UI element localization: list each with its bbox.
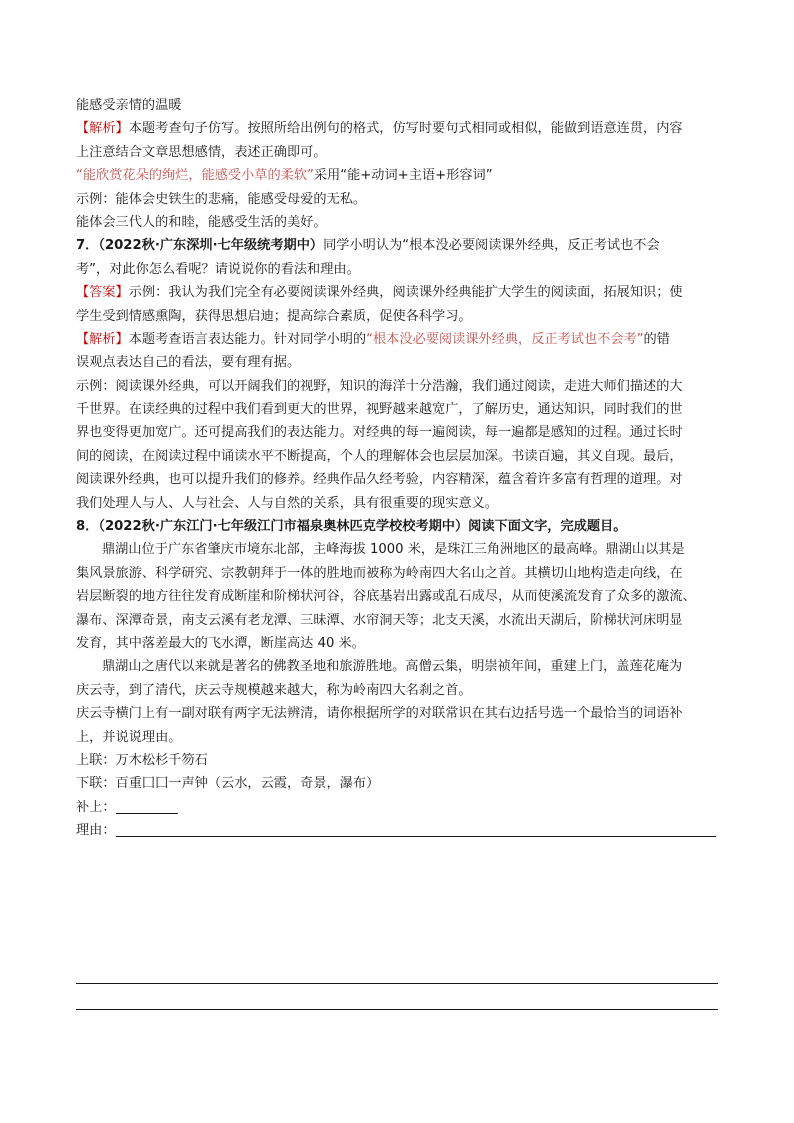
document-page bbox=[76, 94, 718, 843]
fill-label: 补上： bbox=[76, 799, 116, 815]
fill-blank[interactable] bbox=[116, 797, 178, 814]
prompt-line: 上，并说说理由。 bbox=[76, 729, 182, 745]
analysis-tag: 【解析】 bbox=[76, 331, 129, 347]
quoted-opinion: “根本没必要阅读课外经典，反正考试也不会考” bbox=[366, 331, 644, 347]
text-line: 能感受亲情的温暖 bbox=[76, 98, 182, 113]
passage-line: 瀑布、深潭奇景，南支云溪有老龙潭、三昧潭、水帘洞天等；北支天溪，水流出天湖后，阶梯状河床明显 bbox=[76, 612, 683, 628]
analysis-line bbox=[76, 328, 718, 351]
lower-couplet: 下联：百重囗囗一声钟（云水，云霞，奇景，瀑布） bbox=[76, 776, 380, 792]
answer-line bbox=[76, 281, 718, 304]
example-line: 我们处理人与人、人与社会、人与自然的关系，具有很重要的现实意义。 bbox=[76, 495, 498, 511]
quote-line bbox=[76, 164, 718, 187]
example-line: 界也变得更加宽广。还可提高我们的表达能力。对经典的每一遍阅读，每一遍都是感知的过程。通过长时 bbox=[76, 425, 683, 441]
example-line: 示例：阅读课外经典，可以开阔我们的视野，知识的海洋十分浩瀚，我们通过阅读，走进大师们描述的大 bbox=[76, 378, 683, 394]
question-7-source: 7．（2022秋·广东深圳·七年级统考期中） bbox=[76, 238, 324, 254]
text-line: 示例：能体会史铁生的悲痛，能感受母爱的无私。 bbox=[76, 191, 367, 207]
passage-line: 岩层断裂的地方往往发育成断崖和阶梯状河谷，谷底基岩出露或乱石成尽，从而使溪流发育了众多的激流、 bbox=[76, 589, 696, 605]
analysis-tag: 【解析】 bbox=[76, 121, 129, 137]
passage-line: 鼎湖山之唐代以来就是著名的佛教圣地和旅游胜地。高僧云集，明崇祯年间，重建上门，盖莲花庵为 bbox=[102, 659, 683, 675]
quote-explanation: 采用“能+动词+主语+形容词” bbox=[313, 168, 493, 184]
text-line: 上注意结合文章思想感情，表述正确即可。 bbox=[76, 144, 327, 160]
answer-text: 示例：我认为我们完全有必要阅读课外经典，阅读课外经典能扩大学生的阅读面，拓展知识；使 bbox=[128, 285, 683, 301]
example-line: 千世界。在读经典的过程中我们看到更大的世界，视野越来越宽广，了解历史，通达知识，同时我们的世 bbox=[76, 402, 683, 418]
question-7-text: 同学小明认为“根本没必要阅读课外经典，反正考试也不会 bbox=[323, 238, 660, 254]
quoted-example: “能欣赏花朵的绚烂，能感受小草的柔软” bbox=[76, 168, 314, 184]
fill-in-line bbox=[76, 796, 718, 819]
text-line: 误观点表达自己的看法，要有理有据。 bbox=[76, 355, 301, 371]
passage-line: 鼎湖山位于广东省肇庆市境东北部，主峰海拔 1000 米，是珠江三角洲地区的最高峰。鼎湖山以其是 bbox=[102, 542, 685, 558]
passage-line: 集风景旅游、科学研究、宗教朝拜于一体的胜地而被称为岭南四大名山之首。其横切山地构造走向线，在 bbox=[76, 565, 683, 581]
analysis-text: 本题考查句子仿写。按照所给出例句的格式，仿写时要句式相同或相似，能做到语意连贯，内容 bbox=[128, 121, 683, 137]
reason-label: 理由： bbox=[76, 823, 116, 839]
example-line: 间的阅读，在阅读过程中诵读水平不断提高，个人的理解体会也层层加深。书读百遍，其义自现。最后， bbox=[76, 448, 683, 464]
answer-tag: 【答案】 bbox=[76, 285, 129, 301]
question-8-source: 8．（2022秋·广东江门·七年级江门市福泉奥林匹克学校校考期中）阅读下面文字，完成题目。 bbox=[76, 519, 627, 535]
analysis-text: 本题考查语言表达能力。针对同学小明的 bbox=[128, 331, 367, 347]
upper-couplet: 上联：万木松杉千笏石 bbox=[76, 752, 208, 768]
passage-line: 庆云寺，到了清代，庆云寺规模越来越大，称为岭南四大名刹之首。 bbox=[76, 682, 472, 698]
text-line: 学生受到情感熏陶，获得思想启迪；提高综合素质，促使各科学习。 bbox=[76, 308, 472, 324]
analysis-line bbox=[76, 117, 718, 140]
reason-blank[interactable] bbox=[116, 820, 716, 837]
text-line: 能体会三代人的和睦，能感受生活的美好。 bbox=[76, 214, 327, 230]
reason-line bbox=[76, 819, 718, 842]
prompt-line: 庆云寺横门上有一副对联有两字无法辨清，请你根据所学的对联常识在其右边括号选一个最恰当的词语补 bbox=[76, 706, 683, 722]
example-line: 阅读课外经典，也可以提升我们的修养。经典作品久经考验，内容精深，蕴含着许多富有哲理的道理。对 bbox=[76, 472, 683, 488]
analysis-text: 的错 bbox=[643, 331, 670, 347]
answer-rule[interactable] bbox=[76, 983, 718, 984]
answer-rule[interactable] bbox=[76, 1009, 718, 1010]
text-line: 考”，对此你怎么看呢？请说说你的看法和理由。 bbox=[76, 261, 360, 277]
passage-line: 发育，其中落差最大的飞水潭，断崖高达 40 米。 bbox=[76, 635, 365, 651]
question-7-line bbox=[76, 234, 718, 257]
